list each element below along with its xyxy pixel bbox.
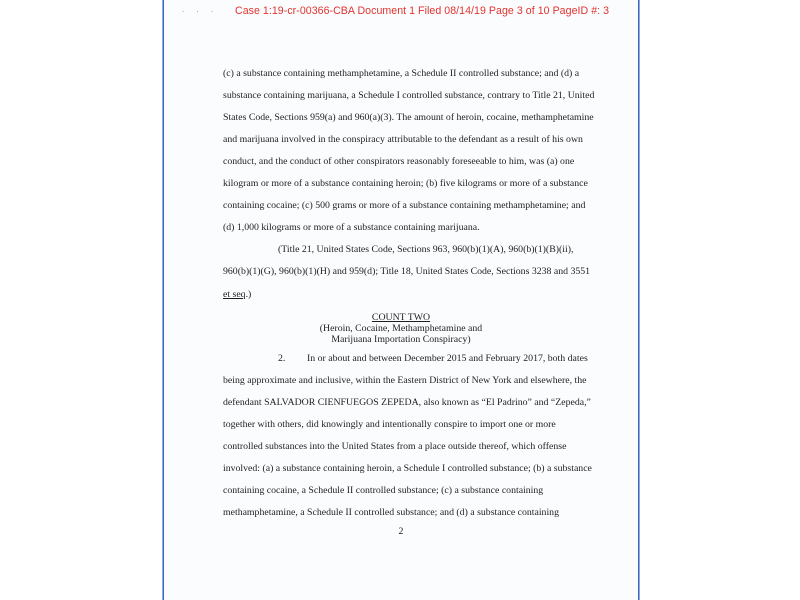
count-heading: COUNT TWO — [371, 312, 431, 323]
text-line: conduct, and the conduct of other conspirators reasonably foreseeable to him, was (a) one — [223, 156, 575, 167]
et-seq: et seq — [223, 289, 246, 300]
text-line: containing cocaine; (c) 500 grams or more of a substance containing methamphetamine; and — [223, 200, 586, 211]
text-line: containing cocaine, a Schedule II controlled substance; (c) a substance containing — [223, 485, 544, 496]
page-number: 2 — [398, 526, 404, 537]
text-line: controlled substances into the United States from a place outside thereof, which offense — [223, 441, 567, 452]
text-line: (d) 1,000 kilograms or more of a substance containing marijuana. — [223, 222, 480, 233]
text-line: In or about and between December 2015 and February 2017, both dates — [307, 353, 588, 364]
count-subheading: Marijuana Importation Conspiracy) — [331, 334, 471, 345]
text-line: methamphetamine, a Schedule II controlled substance; and (d) a substance containing — [223, 507, 559, 518]
citation-end — [223, 289, 251, 301]
citation-line: 960(b)(1)(G), 960(b)(1)(H) and 959(d); Title 18, United States Code, Sections 3238 and 3551 — [223, 266, 591, 277]
paragraph-number: 2. — [278, 353, 286, 364]
text-line: substance containing marijuana, a Schedule I controlled substance, contrary to Title 21, United — [223, 90, 595, 101]
text-line: defendant SALVADOR CIENFUEGOS ZEPEDA, also known as “El Padrino” and “Zepeda,” — [223, 397, 591, 408]
text-line: (c) a substance containing methamphetamine, a Schedule II controlled substance; and (d) a — [223, 68, 580, 79]
text-line: and marijuana involved in the conspiracy attributable to the defendant as a result of his own — [223, 134, 583, 145]
count-subheading: (Heroin, Cocaine, Methamphetamine and — [319, 323, 483, 334]
citation-close: .) — [245, 289, 252, 300]
case-header: Case 1:19-cr-00366-CBA Document 1 Filed 08/14/19 Page 3 of 10 PageID #: 3 — [235, 5, 610, 17]
text-line: States Code, Sections 959(a) and 960(a)(3). The amount of heroin, cocaine, methamphetamine — [223, 112, 594, 123]
text-line: involved: (a) a substance containing heroin, a Schedule I controlled substance; (b) a substance — [223, 463, 592, 474]
document-page[interactable] — [163, 0, 639, 600]
citation-line: (Title 21, United States Code, Sections 963, 960(b)(1)(A), 960(b)(1)(B)(ii), — [278, 244, 574, 255]
text-line: together with others, did knowingly and intentionally conspire to import one or more — [223, 419, 556, 430]
text-line: being approximate and inclusive, within the Eastern District of New York and elsewhere, the — [223, 375, 587, 386]
text-line: kilogram or more of a substance containing heroin; (b) five kilograms or more of a substance — [223, 178, 588, 189]
scan-specks: · · · — [182, 8, 219, 16]
